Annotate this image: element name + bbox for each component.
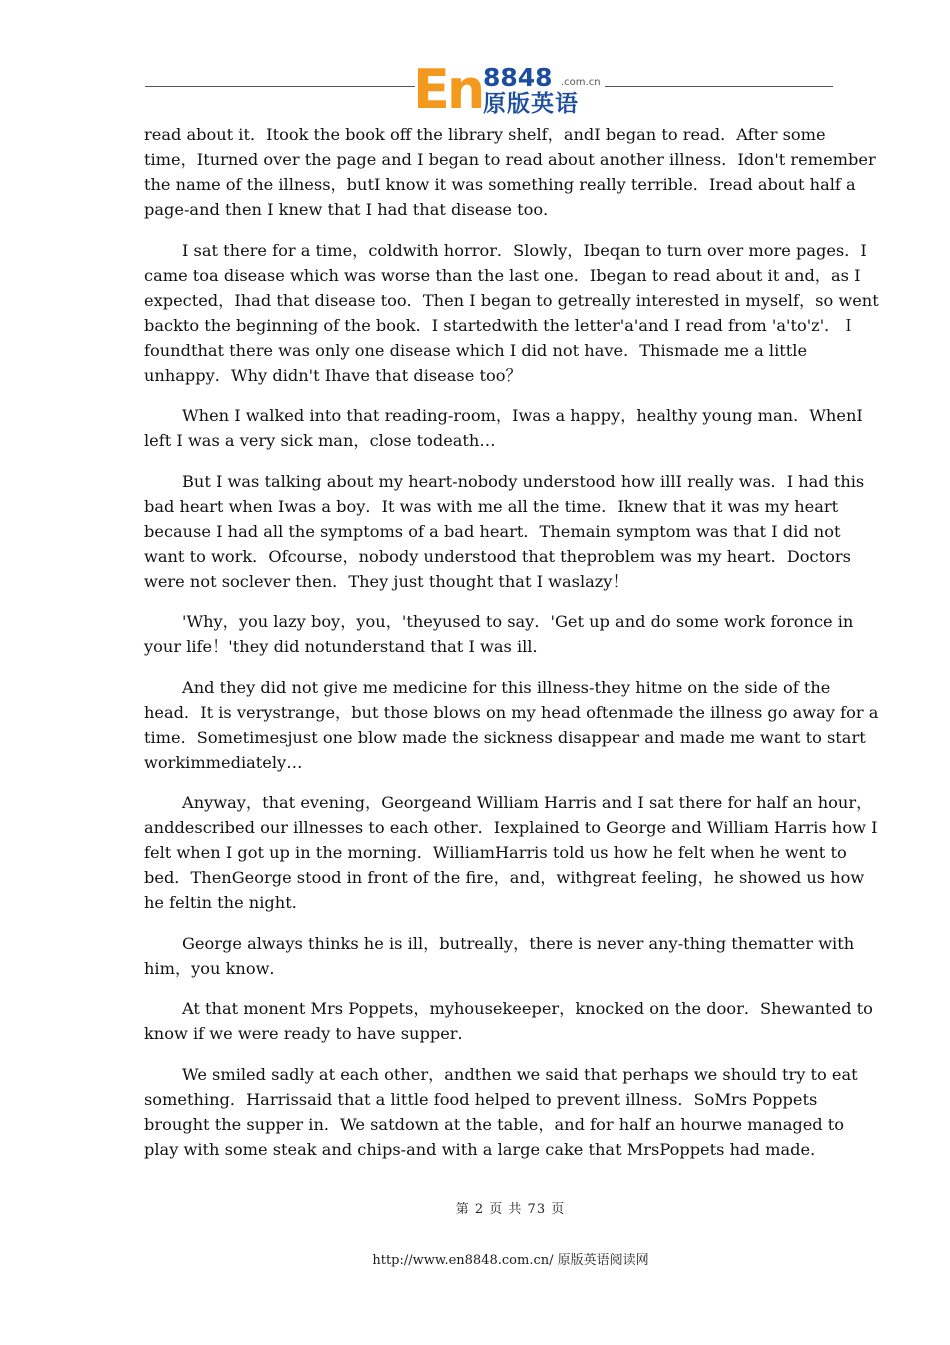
footer-site-name: 原版英语阅读网 bbox=[557, 1253, 649, 1268]
paragraph: Anyway，that evening，Georgeand William Harris and I sat there for half an hour，anddescribed our illnesses to each other．Iexplained to George and William Harris how I felt when I got up in the morning．WilliamHarris told us how he felt when he went to bed．ThenGeorge stood in front of the fire，and，withgreat feeling，he showed us how he feltin the night． bbox=[144, 793, 878, 912]
paragraph: And they did not give me medicine for this illness-they hitme on the side of the head．It is verystrange，but those blows on my head oftenmade the illness go away for a time．Sometimesjust one blow made the sickness disappear and made me want to start workimmediately… bbox=[144, 677, 879, 772]
header-rule-left bbox=[145, 86, 415, 87]
paragraph: George always thinks he is ill，butreally，there is never any-thing thematter with him，you know． bbox=[144, 933, 855, 978]
paragraph: But I was talking about my heart-nobody understood how illI really was．I had this bad heart when Iwas a boy．It was with me all the time．Iknew that it was my heart because I had all the symptoms of a bad heart．Themain symptom was that I did not want to work．Ofcourse，nobody understood that theproblem was my heart．Doctors were not soclever then．They just thought that I waslazy！ bbox=[144, 471, 865, 591]
logo-domain: .com.cn bbox=[561, 77, 601, 88]
logo-chinese-name: 原版英语 bbox=[483, 91, 579, 117]
page-footer bbox=[0, 1249, 950, 1268]
header-rule-right bbox=[605, 86, 833, 87]
document-body bbox=[144, 122, 880, 1177]
paragraph: read about it．Itook the book off the library shelf，andI began to read．After some time，Iturned over the page and I began to read about another illness．Idon't remember the name of the illness，butI know it was something really terrible．Iread about half a page-and then I knew that I had that disease too． bbox=[144, 125, 876, 219]
logo-number: 8848 bbox=[483, 63, 553, 92]
site-logo bbox=[413, 58, 607, 121]
page-number: 第 2 页 共 73 页 bbox=[455, 1202, 566, 1217]
paragraph: We smiled sadly at each other，andthen we said that perhaps we should try to eat something．Harrissaid that a little food helped to prevent illness．SoMrs Poppets brought the supper in．We satdown at the table，and for half an hourwe managed to play with some steak and chips-and with a large cake that MrsPoppets had made． bbox=[144, 1064, 858, 1159]
paragraph: When I walked into that reading-room，Iwas a happy，healthy young man．WhenI left I was a very sick man，close todeath… bbox=[144, 406, 863, 450]
paragraph: At that monent Mrs Poppets，myhousekeeper，knocked on the door．Shewanted to know if we were ready to have supper． bbox=[144, 999, 873, 1043]
logo-en-text: En bbox=[413, 58, 483, 121]
page-header bbox=[145, 58, 833, 121]
paragraph: I sat there for a time，coldwith horror．Slowly，Ibeqan to turn over more pages．I came toa disease which was worse than the last one．Ibegan to read about it and，as I expected，Ihad that disease too．Then I began to getreally interested in myself，so went backto the beginning of the book．I startedwith the letter'a'and I read from 'a'to'z'．Ｉ foundthat there was only one disease which I did not have．Thismade me a little unhappy．Why didn't Ihave that disease too？ bbox=[144, 240, 879, 385]
paragraph: 'Why，you lazy boy，you，'theyused to say．'Get up and do some work foronce in your life！'they did notunderstand that I was ill． bbox=[144, 612, 854, 656]
footer-url-link[interactable]: http://www.en8848.com.cn/ bbox=[372, 1253, 554, 1268]
